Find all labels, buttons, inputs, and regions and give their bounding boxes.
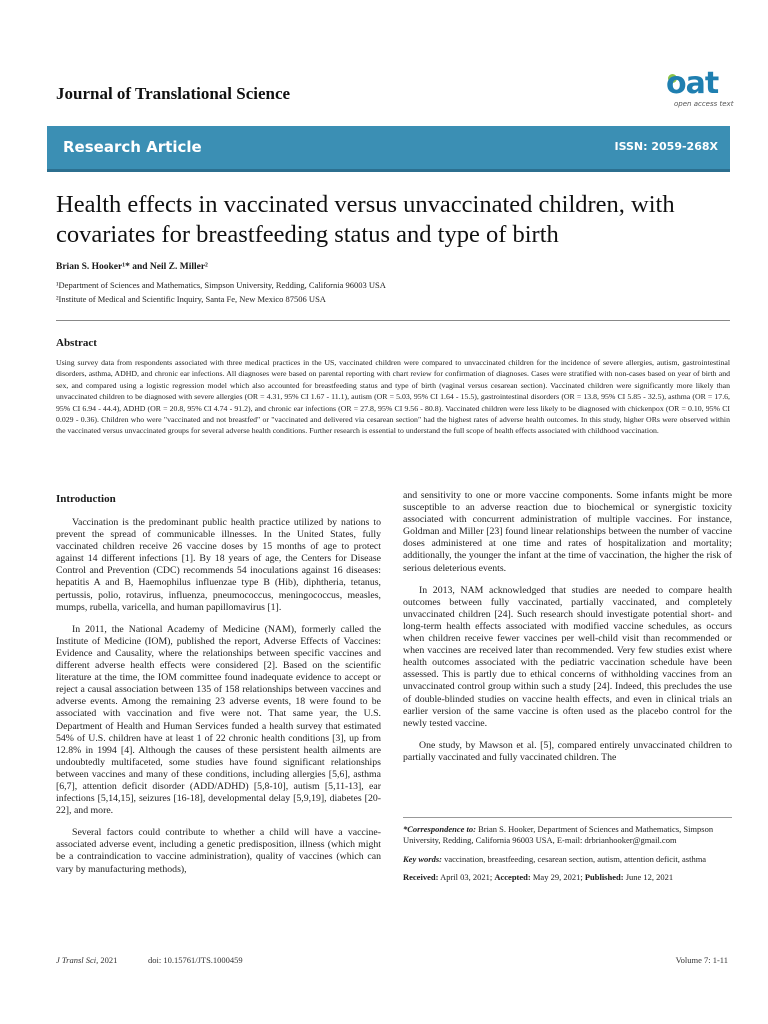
logo-subtitle: open access text — [674, 100, 734, 108]
correspondence — [403, 824, 732, 847]
article-title: Health effects in vaccinated versus unvaccinated children, with covariates for breastfeeding status and type of birth — [56, 191, 675, 248]
affiliation-1: ¹Department of Sciences and Mathematics, Simpson University, Redding, California 96003 USA — [56, 280, 386, 290]
published-date: June 12, 2021 — [625, 872, 674, 883]
section-divider — [56, 320, 730, 321]
keywords — [403, 854, 732, 865]
received-label: Received: — [403, 872, 439, 883]
intro-paragraph: Several factors could contribute to whether a child will have a vaccine-associated adverse event, including a genetic predisposition, illness (which might be a contraindication to vaccine administration), quality of vaccines (which can vary by manufacturing methods), — [56, 827, 381, 875]
intro-paragraph: In 2013, NAM acknowledged that studies are needed to compare health outcomes between fully vaccinated, partially vaccinated, and completely unvaccinated children [24]. Such research should investigate potential short- and long-term health effects associated with modified vaccine schedules, as occurs when children receive fewer vaccines per well-child visit than recommended or when vaccines are received later than recommended. Very few studies exist where health outcomes associated with the pediatric vaccination schedule have been assessed. This is partly due to ethical concerns of withholding vaccines from an unvaccinated control group within such a study [24]. Indeed, this precludes the use of double-blinded studies on vaccine health effects, and even in clinical trials an earlier version of the same vaccine is often used as the placebo control for the newly tested vaccine. — [403, 584, 732, 729]
correspondence-label: *Correspondence to: — [403, 824, 476, 834]
affiliation-2: ²Institute of Medical and Scientific Inquiry, Santa Fe, New Mexico 87506 USA — [56, 294, 326, 304]
accepted-date: May 29, 2021; — [532, 872, 583, 883]
journal-title: Journal of Translational Science — [56, 84, 291, 103]
left-column — [56, 490, 381, 886]
intro-paragraph: In 2011, the National Academy of Medicine (NAM), formerly called the Institute of Medicine (IOM), published the report, Adverse Effects of Vaccines: Evidence and Causality, where the relationships between specific vaccines and different adverse health effects were considered [2]. Based on the scientific literature at the time, the IOM committee found inadequate evidence to accept or reject a causal association between 135 of 158 relationships between vaccines and adverse events. Among the remaining 23 adverse events, 18 were found to be associated with vaccination and five were not. That same year, the U.S. Department of Health and Human Services funded a health survey that estimated 54% of U.S. children have at least 1 of 22 chronic health conditions [3], up from 12.8% in 1994 [4]. Although the causes of these persistent health ailments are undoubtedly multifaceted, some studies have found significant relationships between vaccines and many of these conditions, including allergies [5,6], asthma [6,7], attention deficit disorder (ADD/ADHD) [5,8-10], autism [5,11-13], ear infections [5,14,15], seizures [16-18], developmental delay [5,9,19], diabetes [20-22], and more. — [56, 623, 381, 817]
issn: ISSN: 2059-268X — [614, 140, 718, 153]
received-date: April 03, 2021; — [440, 872, 493, 883]
footer-citation — [56, 955, 117, 965]
abstract-text: Using survey data from respondents associated with three medical practices in the US, vaccinated children were compared to unvaccinated children for the incidence of severe allergies, autism, gastrointestinal disorders, asthma, ADHD, and chronic ear infections. All diagnoses were based on parental reporting with chart review for confirmation of diagnoses. Cases were stratified with non-cases based on year of birth and sex, and compared using a logistic regression model which also accounted for breastfeeding status and type of birth (vaginal versus cesarean section). Vaccinated children were significantly more likely than unvaccinated children to be diagnosed with severe allergies (OR = 4.31, 95% CI 1.67 - 11.1), autism (OR = 5.03, 95% CI 1.64 - 15.5), gastrointestinal disorders (OR = 13.8, 95% CI 5.85 - 32.5), asthma (OR = 17.6, 95% CI 6.94 - 44.4), ADHD (OR = 20.8, 95% CI 4.74 - 91.2), and chronic ear infections (OR = 27.8, 95% CI 9.56 - 80.8). Vaccinated children were less likely to be diagnosed with chickenpox (OR = 0.10, 95% CI 0.029 - 0.36). Children who were "vaccinated and not breastfed" or "vaccinated and delivered via cesarean section" had the highest rates of adverse health outcomes. In this study, higher ORs were observed within the vaccinated versus unvaccinated groups for several adverse health conditions. Further research is essential to understand the full scope of health effects associated with childhood vaccination. — [56, 358, 730, 436]
introduction-heading: Introduction — [56, 493, 116, 505]
correspondence-divider — [403, 817, 732, 818]
logo-word: oat — [666, 66, 719, 101]
author-list: Brian S. Hooker¹* and Neil Z. Miller² — [56, 262, 208, 272]
intro-paragraph: One study, by Mawson et al. [5], compared entirely unvaccinated children to partially vaccinated and fully vaccinated children. The — [403, 739, 732, 763]
accepted-label: Accepted: — [494, 872, 531, 883]
keywords-label: Key words: — [403, 853, 442, 864]
article-type-banner — [47, 126, 730, 172]
intro-paragraph: and sensitivity to one or more vaccine components. Some infants might be more susceptible to an adverse reaction due to biochemical or synergistic toxicity associated with concurrent administration of multiple vaccines. For instance, Goldman and Miller [23] found linear relationships between the number of vaccine doses administered at one time and rates of hospitalization and mortality; additionally, the younger the infant at the time of vaccination, the higher the risk of serious deleterious events. — [403, 490, 732, 574]
oat-logo — [666, 66, 738, 114]
article-type: Research Article — [63, 138, 202, 156]
abstract-heading: Abstract — [56, 337, 97, 349]
article-dates — [403, 872, 732, 883]
footer-year: 2021 — [100, 955, 118, 965]
intro-paragraph: Vaccination is the predominant public health practice utilized by nations to prevent the spread of communicable illnesses. In the United States, fully vaccinated children receive 26 vaccine doses by 15 months of age to protect against 14 different infections [1]. By 18 years of age, the Centers for Disease Control and Prevention (CDC) recommends 54 inoculations against 16 diseases: hepatitis A and B, Haemophilus influenzae type B (Hib), diphtheria, tetanus, pertussis, polio, rotavirus, influenza, pneumococcus, meningococcus, measles, mumps, rubella, varicella, and human papillomavirus [1]. — [56, 517, 381, 613]
correspondence-text: Brian S. Hooker, Department of Sciences and Mathematics, Simpson University, Redding, California 96003 USA, E-mail: drbrianhooker@gmail.com — [403, 824, 714, 846]
keywords-text: vaccination, breastfeeding, cesarean section, autism, attention deficit, asthma — [444, 853, 707, 864]
right-column — [403, 490, 732, 774]
published-label: Published: — [584, 872, 624, 883]
footer-doi: doi: 10.15761/JTS.1000459 — [148, 955, 243, 965]
correspondence-box — [403, 817, 732, 891]
footer-journal-abbrev: J Transl Sci, — [56, 955, 99, 965]
footer-volume: Volume 7: 1-11 — [675, 955, 728, 965]
